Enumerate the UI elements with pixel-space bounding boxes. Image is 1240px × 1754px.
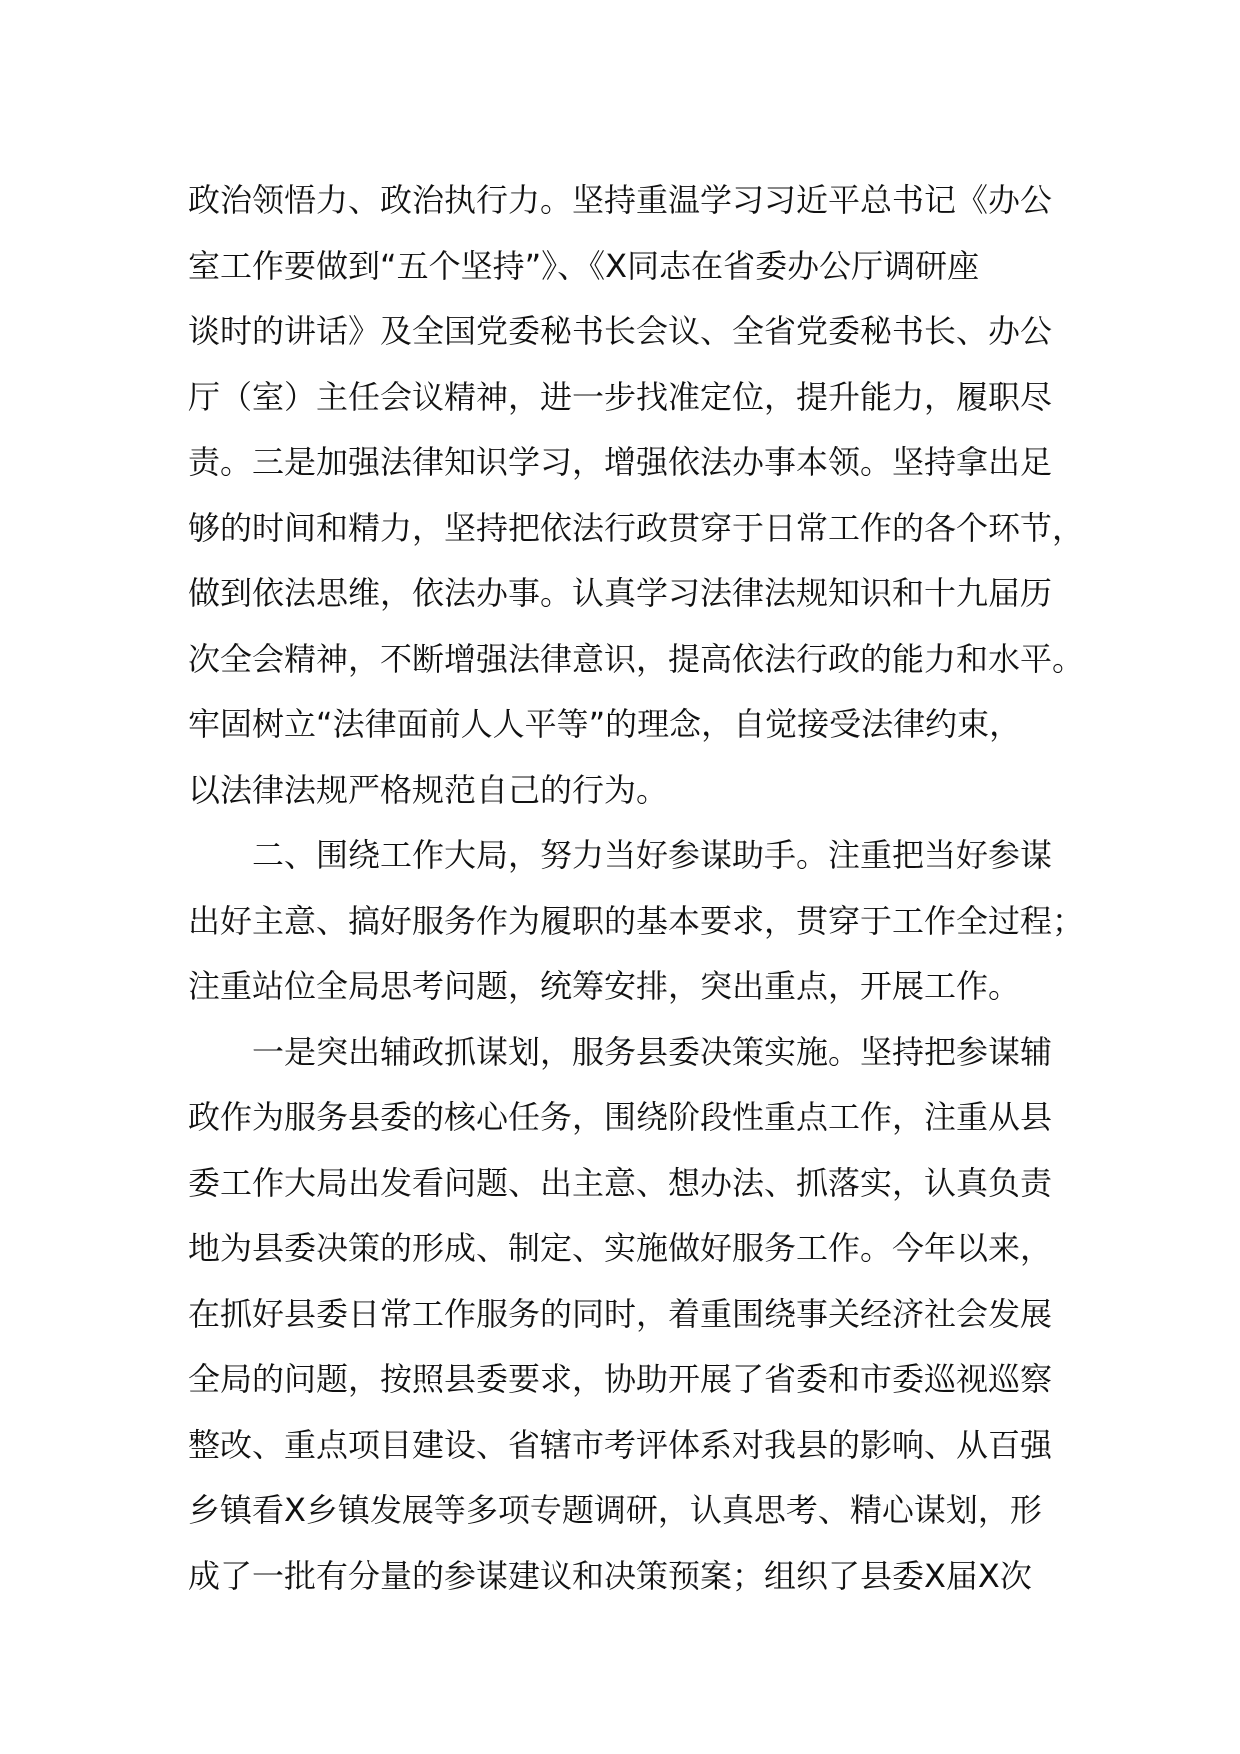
text-line: 出好主意、搞好服务作为履职的基本要求，贯穿于工作全过程；: [188, 901, 1085, 940]
text-line: 谈时的讲话》及全国党委秘书长会议、全省党委秘书长、办公: [188, 312, 1053, 350]
text-line: 责。三是加强法律知识学习，增强依法办事本领。坚持拿出足: [188, 443, 1053, 481]
text-line: 政治领悟力、政治执行力。坚持重温学习习近平总书记《办公: [188, 181, 1053, 219]
paragraph-start-line: 一是突出辅政抓谋划，服务县委决策实施。坚持把参谋辅: [252, 1032, 1053, 1071]
document-body: [188, 168, 1088, 1609]
text-line: 牢固树立“法律面前人人平等”的理念，自觉接受法律约束，: [188, 705, 1022, 743]
text-line: 整改、重点项目建设、省辖市考评体系对我县的影响、从百强: [188, 1425, 1053, 1464]
text-line: 政作为服务县委的核心任务，围绕阶段性重点工作，注重从县: [188, 1098, 1053, 1136]
text-line: 成了一批有分量的参谋建议和决策预案；组织了县委X届X次: [188, 1556, 1032, 1595]
text-line: 委工作大局出发看问题、出主意、想办法、抓落实，认真负责: [188, 1163, 1053, 1202]
text-line: 乡镇看X乡镇发展等多项专题调研，认真思考、精心谋划，形: [188, 1491, 1042, 1529]
text-line: 做到依法思维，依法办事。认真学习法律法规知识和十九届历: [188, 574, 1053, 612]
text-line: 厅（室）主任会议精神，进一步找准定位，提升能力，履职尽: [188, 377, 1053, 416]
text-line: 注重站位全局思考问题，统筹安排，突出重点，开展工作。: [188, 967, 1021, 1005]
text-line: 室工作要做到“五个坚持”》、《X同志在省委办公厅调研座: [188, 246, 980, 285]
paragraph-heading-line: 二、围绕工作大局，努力当好参谋助手。注重把当好参谋: [252, 836, 1053, 874]
text-line: 全局的问题，按照县委要求，协助开展了省委和市委巡视巡察: [188, 1360, 1053, 1398]
text-line: 地为县委决策的形成、制定、实施做好服务工作。今年以来，: [188, 1229, 1053, 1267]
text-line: 在抓好县委日常工作服务的同时，着重围绕事关经济社会发展: [188, 1294, 1053, 1333]
text-line: 以法律法规严格规范自己的行为。: [188, 770, 669, 809]
text-line: 够的时间和精力，坚持把依法行政贯穿于日常工作的各个环节，: [188, 508, 1085, 547]
text-line: 次全会精神，不断增强法律意识，提高依法行政的能力和水平。: [188, 639, 1085, 678]
